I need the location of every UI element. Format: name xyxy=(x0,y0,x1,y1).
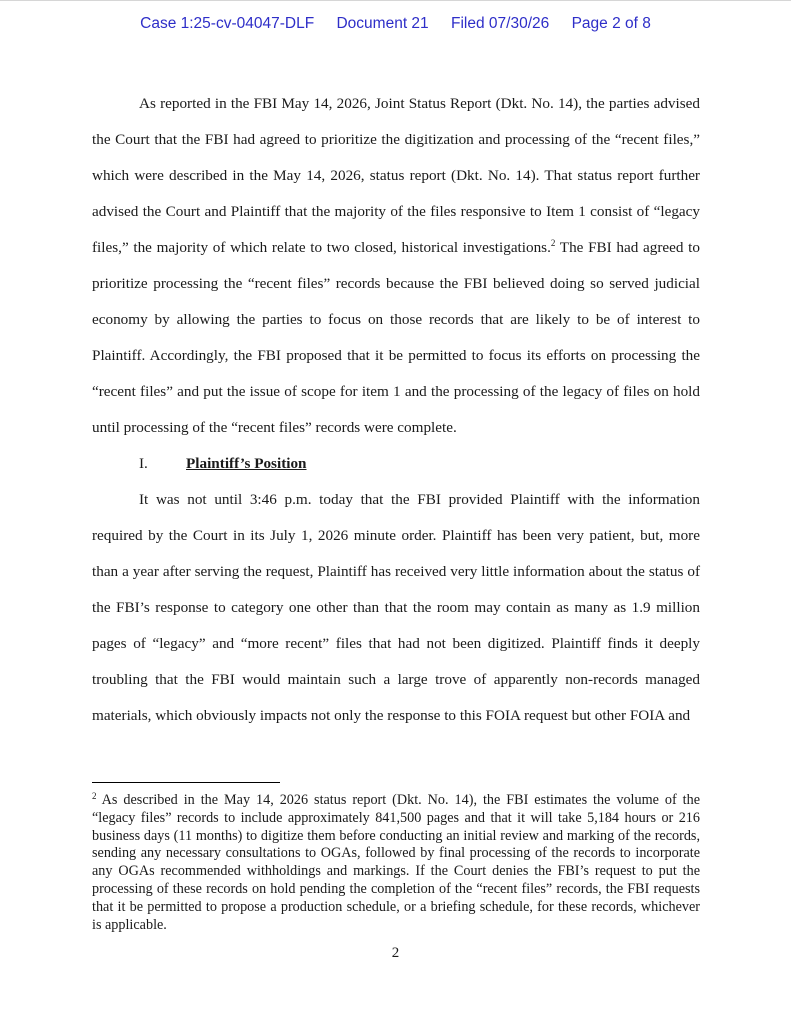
paragraph-plaintiff-position: It was not until 3:46 p.m. today that the FBI provided Plaintiff with the information required by the Court in its July 1, 2026 minute order. Plaintiff has been very patient, but, more than a year after serving the request, Plaintiff has received very little information about the status of the FBI’s response to category one other than that the room may contain as many as 1.9 million pages of “legacy” and “more recent” files that had not been digitized. Plaintiff finds it deeply troubling that the FBI would maintain such a large trove of apparently non-records managed materials, which obviously impacts not only the response to this FOIA request but other FOIA and xyxy=(92,491,700,724)
footnote xyxy=(92,792,700,934)
page-number: 2 xyxy=(391,945,400,961)
document-body xyxy=(92,86,700,734)
ecf-header xyxy=(0,15,791,33)
top-border xyxy=(0,0,791,1)
footnote-reference: 2 xyxy=(550,238,556,248)
paragraph-text: As reported in the FBI May 14, 2026, Joint Status Report (Dkt. No. 14), the parties advised the Court that the FBI had agreed to prioritize the digitization and processing of the “recent files,” which were described in the May 14, 2026, status report (Dkt. No. 14). That status report further advised the Court and Plaintiff that the majority of the files responsive to Item 1 consist of “legacy files,” the majority of which relate to two closed, historical investigations. xyxy=(92,95,700,256)
footnote-marker: 2 xyxy=(92,791,97,801)
paragraph-text-continued: The FBI had agreed to prioritize processing the “recent files” records because the FBI believed doing so served judicial economy by allowing the parties to focus on those records that are likely to be of interest to Plaintiff. Accordingly, the FBI proposed that it be permitted to focus its efforts on processing the “recent files” and put the issue of scope for item 1 and the processing of the legacy of files on hold until processing of the “recent files” records were complete. xyxy=(92,239,700,436)
paragraph-joint-status xyxy=(92,86,700,446)
page-indicator: Page 2 of 8 xyxy=(571,15,651,32)
footnote-text: As described in the May 14, 2026 status report (Dkt. No. 14), the FBI estimates the volume of the “legacy files” records to include approximately 841,500 pages and that it will take 5,184 hours or 216 business days (11 months) to digitize them before conducting an initial review and marking of the records, sending any necessary consultations to OGAs, followed by final processing of the records to incorporate any OGAs recommended withholdings and markings. If the Court denies the FBI’s request to put the processing of these records on hold pending the completion of the “recent files” records, the FBI requests that it be permitted to propose a production schedule, or a briefing schedule, for these records, whichever is applicable. xyxy=(92,792,700,933)
filed-date: Filed 07/30/26 xyxy=(451,15,550,32)
case-number: Case 1:25-cv-04047-DLF xyxy=(140,15,315,32)
footnote-separator xyxy=(92,782,280,783)
section-number: I. xyxy=(139,455,148,472)
section-heading xyxy=(92,446,700,482)
section-title: Plaintiff’s Position xyxy=(186,455,307,472)
document-number: Document 21 xyxy=(336,15,429,32)
